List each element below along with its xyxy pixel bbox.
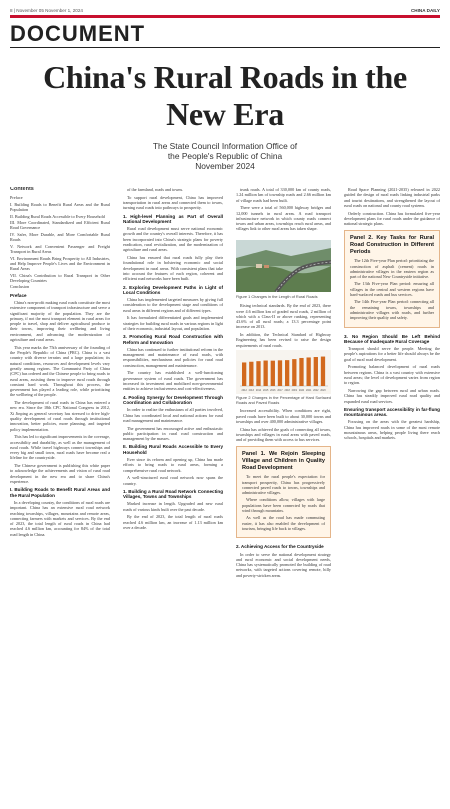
paragraph: In addition, the Technical Standard of Highway Engineering has been revised to raise the design requirements of rural roads. <box>236 332 331 348</box>
paragraph: This year marks the 75th anniversary of the founding of the People's Republic of China (PRC). China is a vast country with diverse terrains and a large population; its natural conditions, resources and development levels vary greatly among regions. The Communist Party of China (CPC) has ordered and the Chinese people to bring roads to rural areas, assisting them to improve rural roads through constant hard work. Throughout this process, the government has played a leading role, while prioritizing the wellbeing of the people. <box>10 344 110 398</box>
paragraph: The development of rural roads in China has entered a new era. Since the 18th CPC National Congress in 2012, Xi Jinping as general secretary has stressed to drive high-quality development of rural roads through institutional innovation, better policies, more planning, and targeted policy implementation. <box>10 400 110 432</box>
subsection-heading: 2. Achieving Access for the Countryside <box>236 544 324 550</box>
paragraph: of the farmland, roads and towns. <box>127 187 184 192</box>
chart-tick-label: 2022 <box>313 389 319 393</box>
column-3 <box>236 187 331 809</box>
contents-item[interactable]: Conclusion <box>10 284 30 290</box>
rural-road-length-chart <box>236 350 331 394</box>
chart-bar <box>292 360 296 387</box>
paragraph: The country has established a well-functioning governance system of rural roads. The government has increased its investment and mobilized non-governmental entities to achieve inclusiveness and cost-effectiveness. <box>123 370 223 392</box>
paragraph: In order to serve the national development strategy and rural economic and social development needs, China has systematically promoted the building of road networks, with targeted actions covering remote, hilly and poverty-stricken areas. <box>236 551 331 578</box>
paragraph: China has ensured that rural roads fully play their foundational role in bolstering economic and social development in rural areas. With consistent plans that take into account the features of each region, coherent and efficient road networks have been built. <box>123 255 223 282</box>
paragraph: China has implemented targeted measures by giving full consideration to the development stage and conditions of rural areas in different regions and of different types. <box>123 297 223 313</box>
section-rule <box>10 47 440 48</box>
chart-bar <box>307 358 311 387</box>
chart-tick-label: 2018 <box>284 389 290 393</box>
panel-title: Panel 2. Key Tasks for Rural Road Construction in Different Periods <box>350 235 434 255</box>
contents-item[interactable]: I. Building Roads to Benefit Rural Areas and the Rural Population <box>10 201 110 213</box>
paragraph: China has continued to further institutional reform in the management and maintenance of rural roads, with responsibilities, mechanisms and policies for rural road construction, management and maintenance. <box>123 346 223 368</box>
chart-tick-label: 2023 <box>320 389 326 393</box>
chart-tick-label: 2021 <box>305 389 312 393</box>
column-2 <box>123 187 223 809</box>
contents-item[interactable]: Preface <box>10 195 23 201</box>
subhead <box>10 141 440 171</box>
chart-tick-label: 2014 <box>255 389 262 393</box>
subsection-heading: 4. Pooling Synergy for Development Through Coordination and Collaboration <box>123 394 223 405</box>
chart-bar <box>271 361 275 386</box>
contents-item[interactable]: V. Network and Convenient Passenger and Freight Transport in Rural Areas <box>10 243 110 255</box>
paragraph: Narrowing the gap between rural and urban roads. China has steadily improved rural road quality and expanded rural road services. <box>344 387 440 404</box>
chart-tick-label: 2020 <box>298 389 305 393</box>
chart-bar <box>249 362 253 386</box>
chart-tick-label: 2019 <box>291 389 297 393</box>
paragraph: Orderly construction. China has formulated five-year development plans for rural roads under the guidance of national strategic plans. <box>344 210 440 227</box>
panel-2 <box>344 230 440 327</box>
subsection-heading: Ensuring transport accessibility in far-flung mountainous areas. <box>344 406 440 418</box>
chart-bar <box>278 361 282 387</box>
panel-paragraph: The 13th Five-year Plan period: ensuring all villages in the central and western regions have hard-surfaced roads and bus services. <box>350 281 434 298</box>
contents-item[interactable]: II. Building Rural Roads Accessible to Every Household <box>10 213 105 219</box>
figure-caption: Figure 2 Changes in the Percentage of Hard Surfaced Roads and Paved Roads <box>236 394 331 405</box>
contents-item[interactable]: IV. Safer, More Durable, and More Comfortable Rural Roads <box>10 232 110 243</box>
paragraph: Marked increase in length. Upgraded and new rural roads of various kinds built over the past decade. <box>123 501 223 512</box>
contents-box <box>10 187 110 290</box>
chart-tick-label: 2013 <box>248 389 254 393</box>
paragraph: Transport should serve the people. Meeting the people's aspirations for a better life should always be the goal of rural road development. <box>344 346 440 362</box>
paragraph: To support rural development, China has improved transportation in rural areas and connected them to towns, turning rural roads into pathways to prosperity. <box>123 194 223 211</box>
paragraph: China's non-profit making rural roads constitute the most extensive component of transport infrastructure and serve a significant majority of the population. They are the primary, if not the most transport element in rural areas for people to travel, shop and deliver agricultural produce to their towns, improving their wellbeing and living environment, and advancing the modernization of agriculture and rural areas. <box>10 299 110 343</box>
preface-title: Preface <box>10 292 27 298</box>
paragraph: In a developing country, the conditions of rural roads are important. China has an extensive rural road network reaching townships, villages, mountains and remote areas, connecting farmers with markets and services. By the end of 2023, the total length of rural roads in China had reached 4.6 million km, accounting for 84% of the total road length in China. <box>10 499 110 537</box>
subsection-heading: 1. High-level Planning as Part of Overall National Development <box>123 213 223 224</box>
subsection-heading: 3. No Region Should Be Left Behind Because of Inadequate Rural Coverage <box>344 333 440 344</box>
panel-paragraph: The 14th Five-year Plan period: connecting all the remaining towns, townships and administrative villages with roads, and further improving their quality and safety. <box>350 299 434 321</box>
chart-bar <box>321 357 325 386</box>
contents-item[interactable]: III. More Coordinated, Standardized and Efficient Rural Road Governance <box>10 220 110 231</box>
paragraph: A well-structured rural road network now spans the country. <box>123 475 223 486</box>
paragraph: Rising technical standards. By the end of 2023, there were 4.6 million km of graded rural roads, 2 million of which with a Class-II or above ranking, representing 43.6% of all rural roads; a 13.3 percentage point increase on 2013. <box>236 303 331 330</box>
paragraph: China has achieved the goals of connecting all towns, townships and villages in rural areas with paved roads, and of providing them with access to bus services. <box>236 426 331 443</box>
section-heading: II. Building Rural Roads Accessible to Every Household <box>123 444 223 455</box>
article-columns <box>10 187 440 809</box>
chart-bar <box>314 357 318 386</box>
paragraph: Increased accessibility. When conditions are right, paved roads have been built to about 30,000 towns and townships and over 400,000 administrative villages. <box>236 408 331 424</box>
paragraph: In order to realize the enthusiasm of all parties involved, China has coordinated local and national actions for rural road management and maintenance. <box>123 407 223 423</box>
chart-tick-label: 2017 <box>277 389 283 393</box>
contents-item[interactable]: VI. Environment Roads Bring Prosperity to All Industries, and Help Improve People's Lives and the Environment in Rural Areas <box>10 255 110 272</box>
header-rule <box>10 15 440 18</box>
paragraph: Rural road development must serve national economic growth and the country's overall interests. Therefore, it has been incorporated into China's strategic plans for poverty eradication, rural revitalization, and the modernization of agriculture and rural areas. <box>123 226 223 253</box>
paragraph: It has formulated differentiated goals and implemented strategies for building rural roads in various regions in light of their economic, industrial layout, and population. <box>123 315 223 331</box>
paragraph: There were a total of 560,000 highway bridges and 12,000 tunnels in rural areas. A road transport infrastructure network in which county roads connect towns and urban areas, townships reach rural areas, and villages link to other rural areas has taken shape. <box>236 205 331 232</box>
column-4 <box>344 187 440 809</box>
subhead-line: The State Council Information Office of <box>152 141 298 151</box>
chart-bar <box>299 358 303 386</box>
paragraph: The government has encouraged active and enthusiastic public participation in rural road construction and management by the masses. <box>123 425 223 442</box>
paragraph: Road Space Planning (2021-2035) released in 2022 guided the design of rural roads linking industrial parks and tourist destinations, and strengthened the layout of rural roads on national and county road systems. <box>344 187 440 208</box>
chart-bar <box>285 361 289 387</box>
chart-tick-label: 2012 <box>241 389 247 393</box>
panel-paragraph: The 12th Five-year Plan period: prioritizing the construction of asphalt (cement) roads in administrative villages in the eastern region as part of the national New Countryside initiative. <box>350 258 434 280</box>
panel-paragraph: Where conditions allow, villages with large populations have been connected by roads that wind through mountains. <box>242 497 325 514</box>
panel-1 <box>236 446 331 538</box>
paragraph: The Chinese government is publishing this white paper to acknowledge the achievements and vision of rural road development in the new era and to share China's experience. <box>10 463 110 485</box>
subhead-line: the People's Republic of China <box>167 151 283 161</box>
chart-bar <box>256 362 260 387</box>
chart-tick-label: 2015 <box>262 389 269 393</box>
chart-bar <box>264 361 268 386</box>
contents-item[interactable]: VII. China's Contribution to Rural Transport in Other Developing Countries <box>10 272 110 283</box>
paragraph: This has led to significant improvements in the coverage, accessibility and durability, as well as the management of rural roads. While travel highways connect townships and every big and small town, rural roads have become real a lifeline for the countryside. <box>10 434 110 461</box>
paragraph: By the end of 2023, the total length of rural roads reached 4.6 million km, an increase of 1.13 million km over a decade. <box>123 514 223 531</box>
paragraph: Promoting balanced development of rural roads between regions. China is a vast country with extensive rural areas; the level of development varies from region to region. <box>344 364 440 386</box>
publication-date: November 2024 <box>195 161 255 171</box>
section-heading: I. Building Roads to Benefit Rural Areas and the Rural Population <box>10 487 110 498</box>
chart-tick-label: 2016 <box>270 389 276 393</box>
panel-paragraph: As well as the road has made commuting easier, it has also enabled the development of tourism, bringing life back to villages. <box>242 515 325 531</box>
paragraph: Ever since its reform and opening up, China has made efforts to bring roads to rural areas, forming a comprehensive rural road network. <box>123 457 223 473</box>
contents-title: Contents <box>10 187 34 192</box>
figure-caption: Figure 1 Changes in the Length of Rural Roads <box>236 294 318 300</box>
panel-paragraph: To meet the rural people's expectation for transport prosperity, China has progressively connected paved roads to towns, townships and administrative villages. <box>242 474 325 496</box>
chart-bar <box>242 363 246 387</box>
subsection-heading: 3. Promoting Rural Road Construction with Reform and Innovation <box>123 334 223 345</box>
masthead-name: CHINA DAILY <box>410 7 440 13</box>
subsection-heading: 2. Exploring Development Paths in Light of Local Conditions <box>123 284 223 295</box>
subsection-heading: 1. Building a Rural Road Network Connecting Villages, Towns and Townships <box>123 488 223 500</box>
paragraph: trunk roads. A total of 330,000 km of county roads, 1.24 million km of township roads and 2.66 million km of village roads had been built. <box>236 187 331 203</box>
paragraph: Focusing on the areas with the greatest hardship, China has improved roads in some of the most remote mountainous areas, helping people living there reach schools, hospitals and markets. <box>344 419 440 441</box>
road-photo-1 <box>236 240 331 292</box>
panel-title: Panel 1. We Rejoin Sleeping Village and Children in Quality Road Development <box>242 451 325 471</box>
column-1 <box>10 187 110 809</box>
section-label: DOCUMENT <box>10 21 146 46</box>
headline: China's Rural Roads in the New Era <box>43 59 407 132</box>
issue-info: 8 | November 05 November 1, 2024 <box>10 7 83 13</box>
page-header <box>10 6 440 14</box>
